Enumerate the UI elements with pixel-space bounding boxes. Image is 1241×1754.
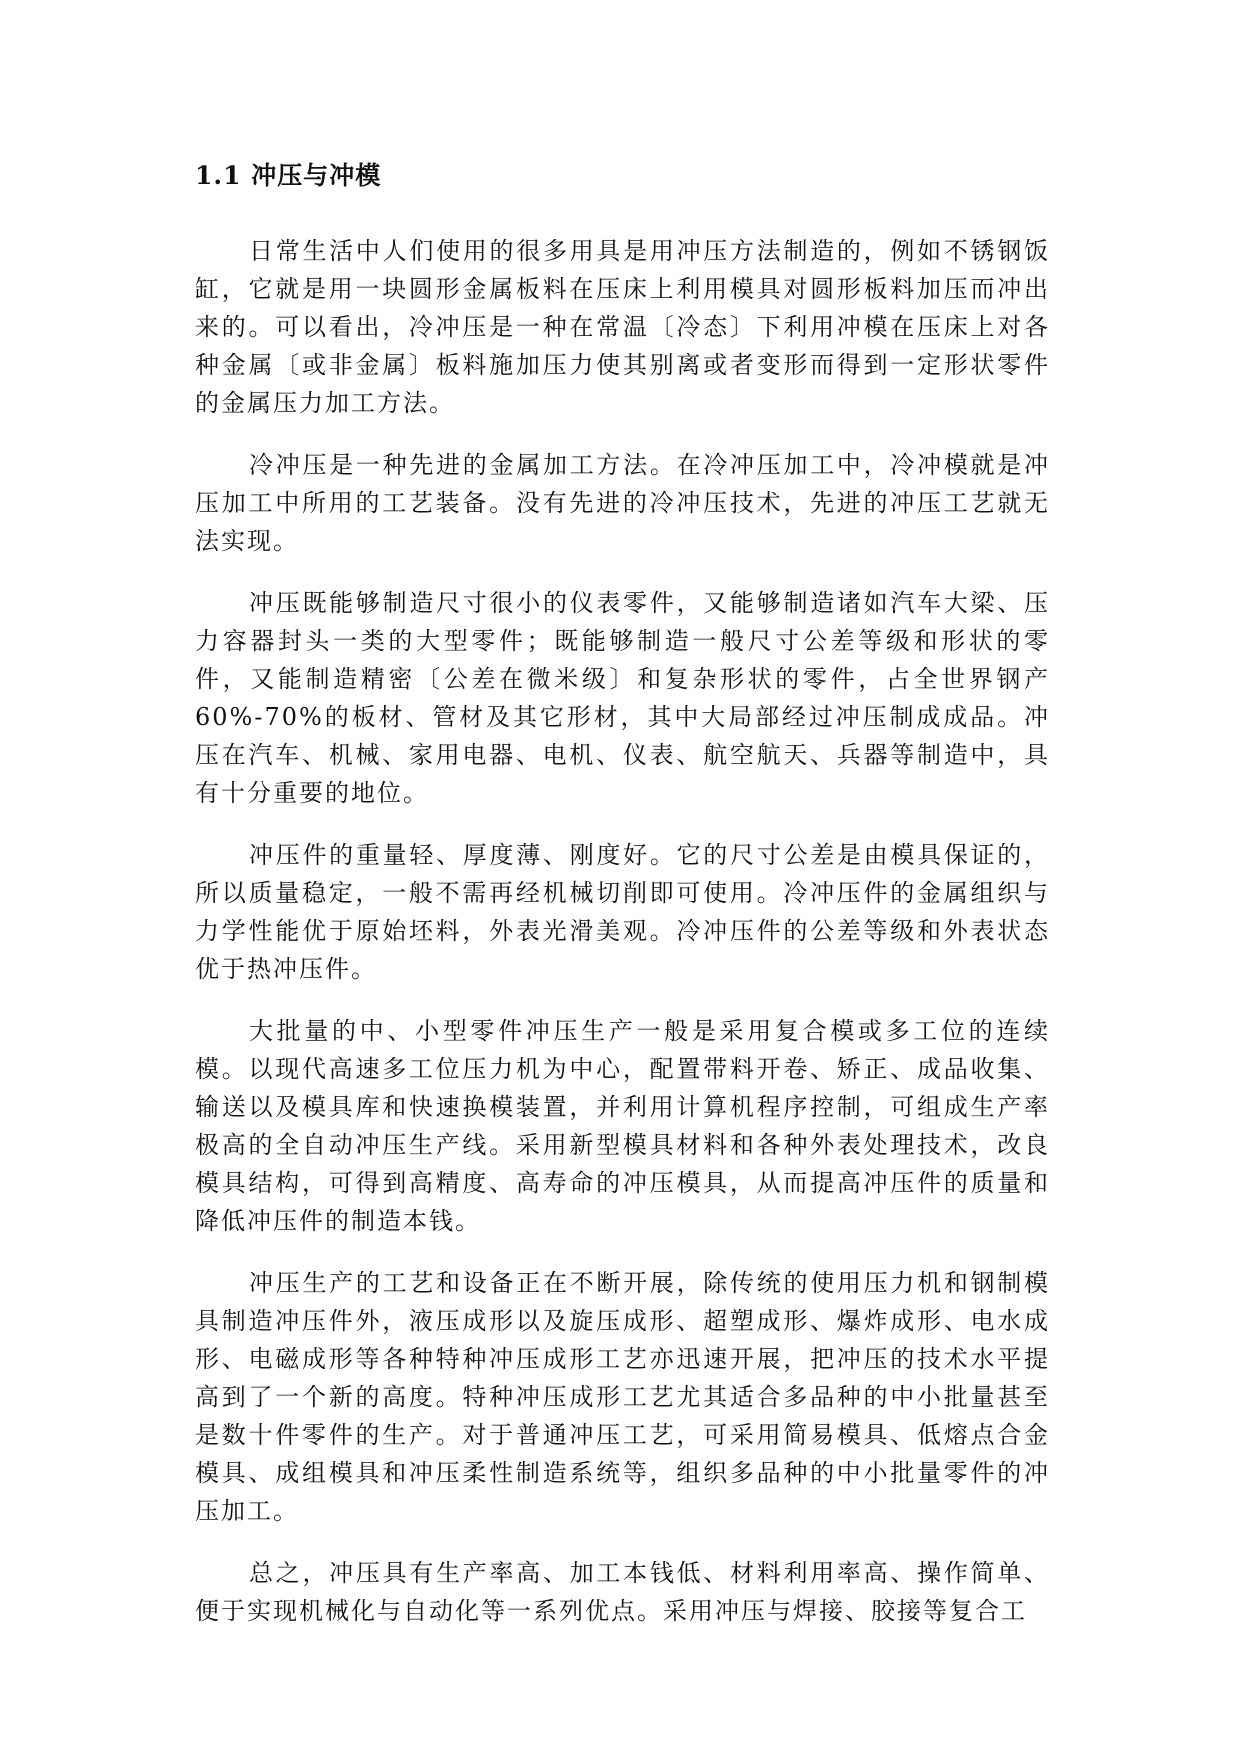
- paragraph-5: 大批量的中、小型零件冲压生产一般是采用复合模或多工位的连续模。以现代高速多工位压力机为中心，配置带料开卷、矫正、成品收集、输送以及模具库和快速换模装置，并利用计算机程序控制，可组成生产率极高的全自动冲压生产线。采用新型模具材料和各种外表处理技术，改良模具结构，可得到高精度、高寿命的冲压模具，从而提高冲压件的质量和降低冲压件的制造本钱。: [195, 1017, 1050, 1235]
- paragraph-4: 冲压件的重量轻、厚度薄、刚度好。它的尺寸公差是由模具保证的，所以质量稳定，一般不需再经机械切削即可使用。冷冲压件的金属组织与力学性能优于原始坯料，外表光滑美观。冷冲压件的公差等级和外表状态优于热冲压件。: [195, 841, 1050, 983]
- paragraph-6: 冲压生产的工艺和设备正在不断开展，除传统的使用压力机和钢制模具制造冲压件外，液压成形以及旋压成形、超塑成形、爆炸成形、电水成形、电磁成形等各种特种冲压成形工艺亦迅速开展，把冲压的技术水平提高到了一个新的高度。特种冲压成形工艺尤其适合多品种的中小批量甚至是数十件零件的生产。对于普通冲压工艺，可采用简易模具、低熔点合金模具、成组模具和冲压柔性制造系统等，组织多品种的中小批量零件的冲压加工。: [195, 1269, 1050, 1525]
- section-title: 1.1 冲压与冲模: [195, 161, 382, 190]
- paragraph-1: 日常生活中人们使用的很多用具是用冲压方法制造的，例如不锈钢饭缸，它就是用一块圆形金属板料在压床上利用模具对圆形板料加压而冲出来的。可以看出，冷冲压是一种在常温〔冷态〕下利用冲模在压床上对各种金属〔或非金属〕板料施加压力使其别离或者变形而得到一定形状零件的金属压力加工方法。: [195, 237, 1050, 417]
- body-text: [195, 232, 1050, 1654]
- paragraph-2: 冷冲压是一种先进的金属加工方法。在冷冲压加工中，冷冲模就是冲压加工中所用的工艺装备。没有先进的冷冲压技术，先进的冲压工艺就无法实现。: [195, 451, 1050, 555]
- paragraph-3: 冲压既能够制造尺寸很小的仪表零件，又能够制造诸如汽车大梁、压力容器封头一类的大型零件；既能够制造一般尺寸公差等级和形状的零件，又能制造精密〔公差在微米级〕和复杂形状的零件，占全世界钢产60%-70%的板材、管材及其它形材，其中大局部经过冲压制成成品。冲压在汽车、机械、家用电器、电机、仪表、航空航天、兵器等制造中，具有十分重要的地位。: [195, 589, 1050, 807]
- paragraph-7: 总之，冲压具有生产率高、加工本钱低、材料利用率高、操作简单、便于实现机械化与自动化等一系列优点。采用冲压与焊接、胶接等复合工: [195, 1559, 1050, 1625]
